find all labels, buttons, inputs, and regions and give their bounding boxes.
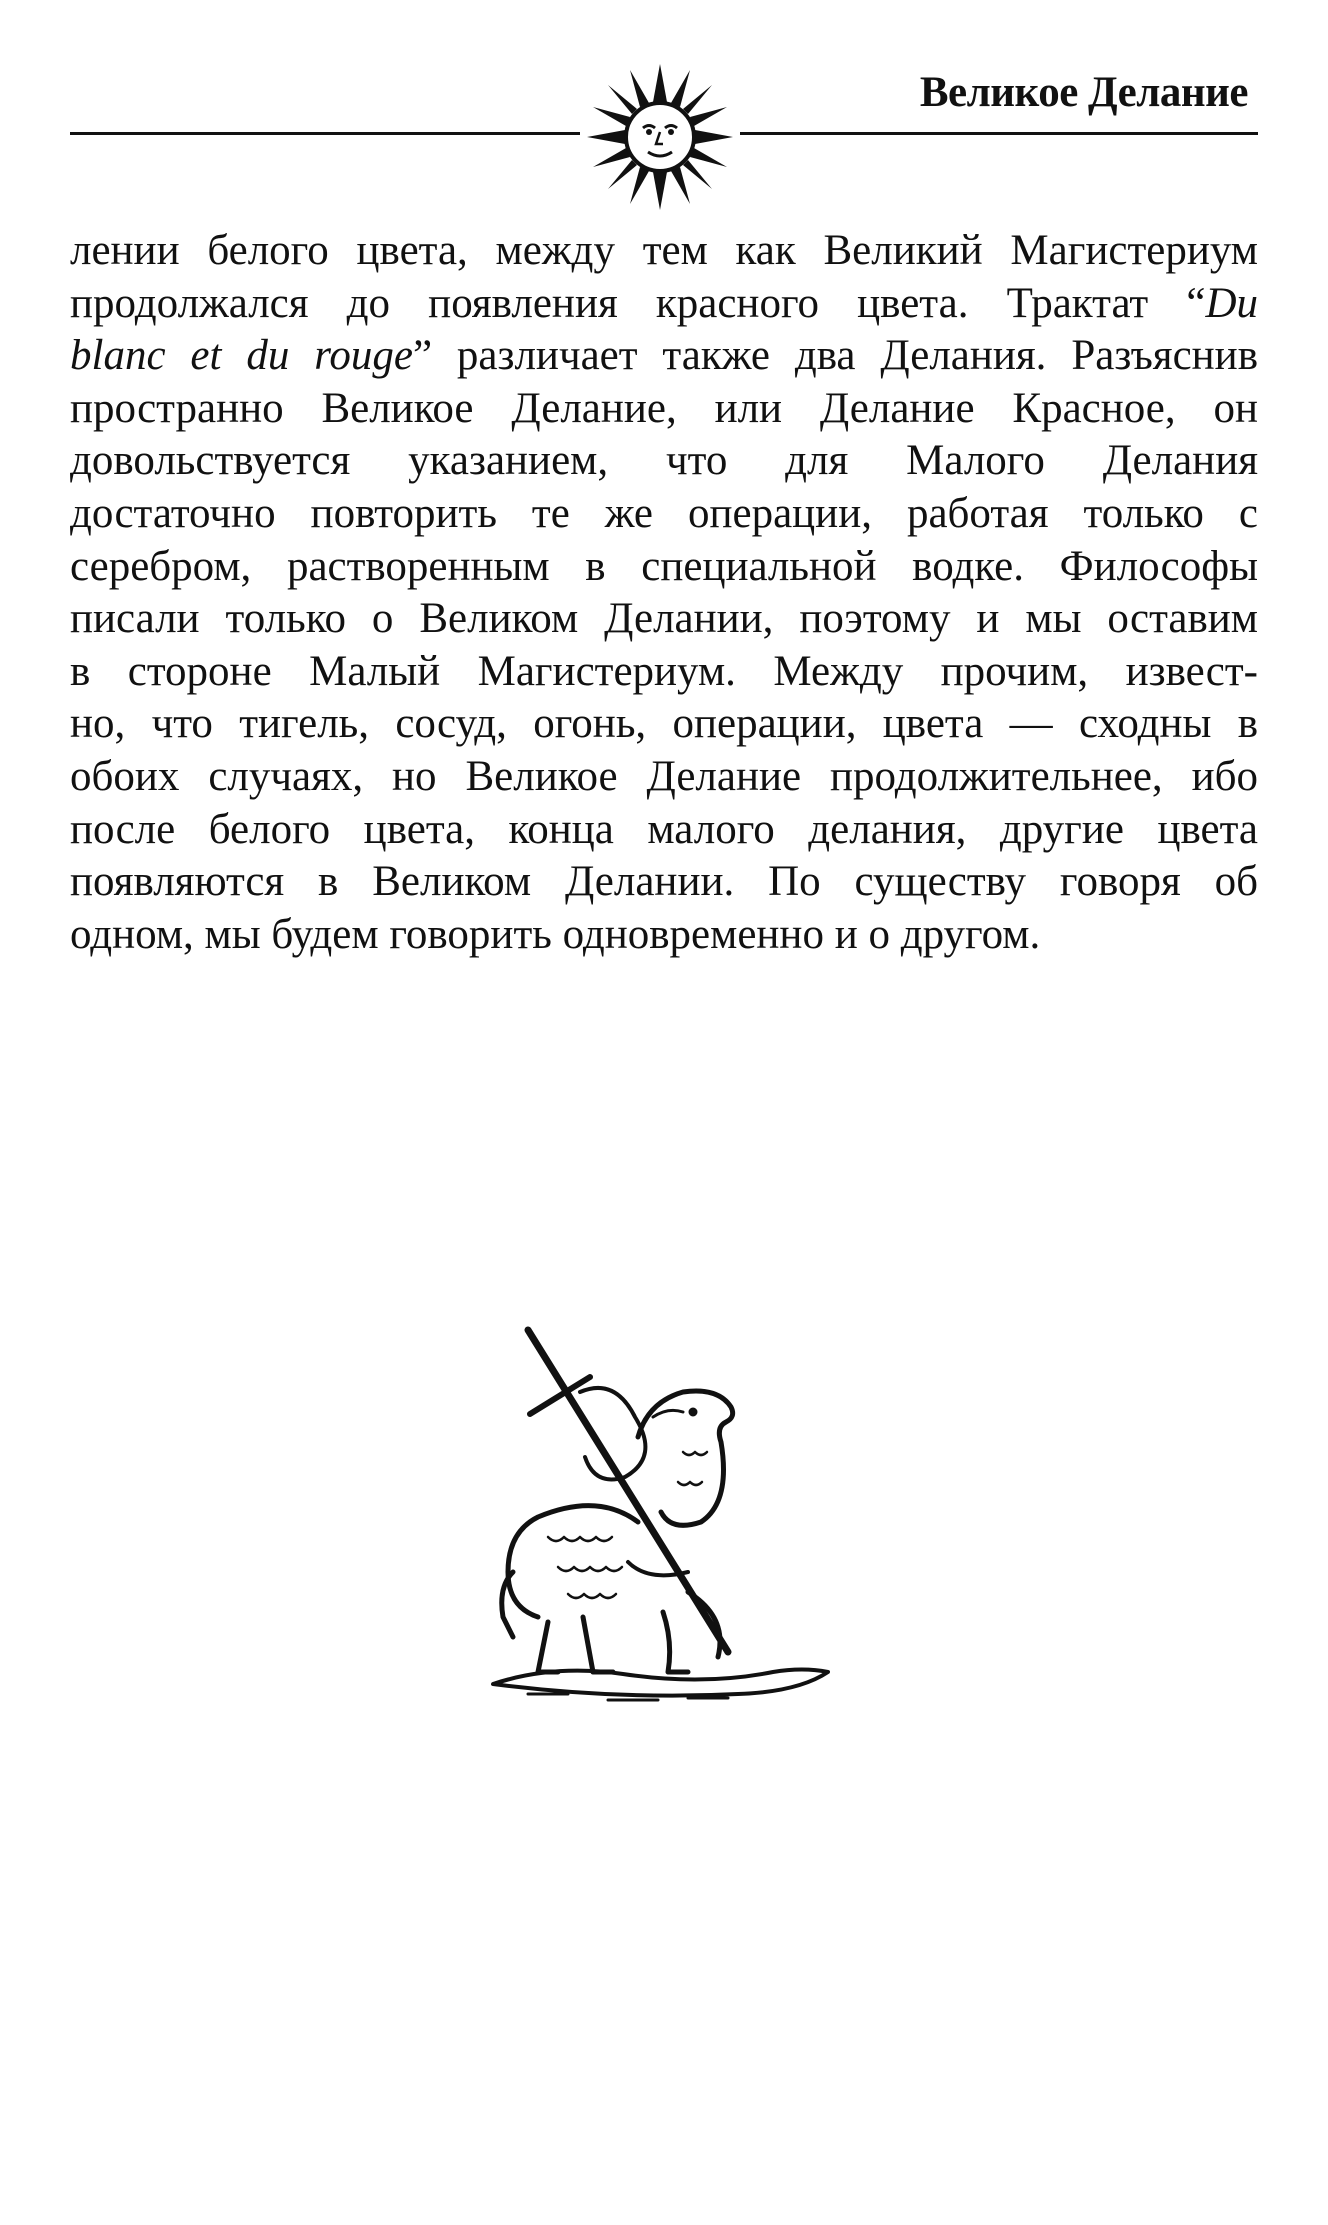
text-line [70, 383, 1258, 436]
text-fragment: продолжался до появления красного цвета. Трактат “ [70, 279, 1206, 327]
text-line [70, 593, 1258, 646]
text-fragment: обоих случаях, но Великое Делание продолжительнее, ибо [70, 752, 1258, 800]
text-line [70, 804, 1258, 857]
text-line [70, 278, 1258, 331]
text-line [70, 698, 1258, 751]
text-fragment: писали только о Великом Делании, поэтому и мы оставим [70, 595, 1258, 643]
running-head: Великое Делание [919, 69, 1248, 116]
sun-face-icon [585, 62, 735, 212]
text-line [70, 330, 1258, 383]
text-fragment: ” различает также два Делания. Разъяснив [412, 332, 1258, 380]
text-line [70, 435, 1258, 488]
text-line [70, 225, 1258, 278]
text-fragment: после белого цвета, конца малого делания, другие цвета [70, 805, 1258, 853]
text-fragment: появляются в Великом Делании. По существу говоря об [70, 858, 1258, 906]
body-text [70, 225, 1258, 961]
italic-title-fragment: Du [1205, 279, 1258, 327]
text-fragment: довольствуется указанием, что для Малого Делания [70, 437, 1258, 485]
header-rule-right [740, 132, 1258, 135]
text-fragment: в стороне Малый Магистериум. Между прочим, извест- [70, 647, 1258, 695]
text-fragment: лении белого цвета, между тем как Великий Магистериум [70, 227, 1258, 274]
text-fragment: серебром, растворенным в специальной водке. Философы [70, 542, 1258, 590]
text-line [70, 488, 1258, 541]
text-fragment: достаточно повторить те же операции, работая только с [70, 489, 1258, 537]
italic-title-fragment: blanc et du rouge [70, 332, 413, 380]
text-line [70, 856, 1258, 909]
text-fragment: одном, мы будем говорить одновременно и о другом. [70, 910, 1041, 958]
text-fragment: пространно Великое Делание, или Делание Красное, он [70, 384, 1258, 432]
header-rule-left [70, 132, 580, 135]
text-line [70, 646, 1258, 699]
text-line [70, 751, 1258, 804]
text-fragment: но, что тигель, сосуд, огонь, операции, цвета — сходны в [70, 700, 1258, 748]
agnus-dei-lamb-icon [488, 1322, 838, 1712]
text-line [70, 909, 1258, 962]
text-line [70, 541, 1258, 594]
